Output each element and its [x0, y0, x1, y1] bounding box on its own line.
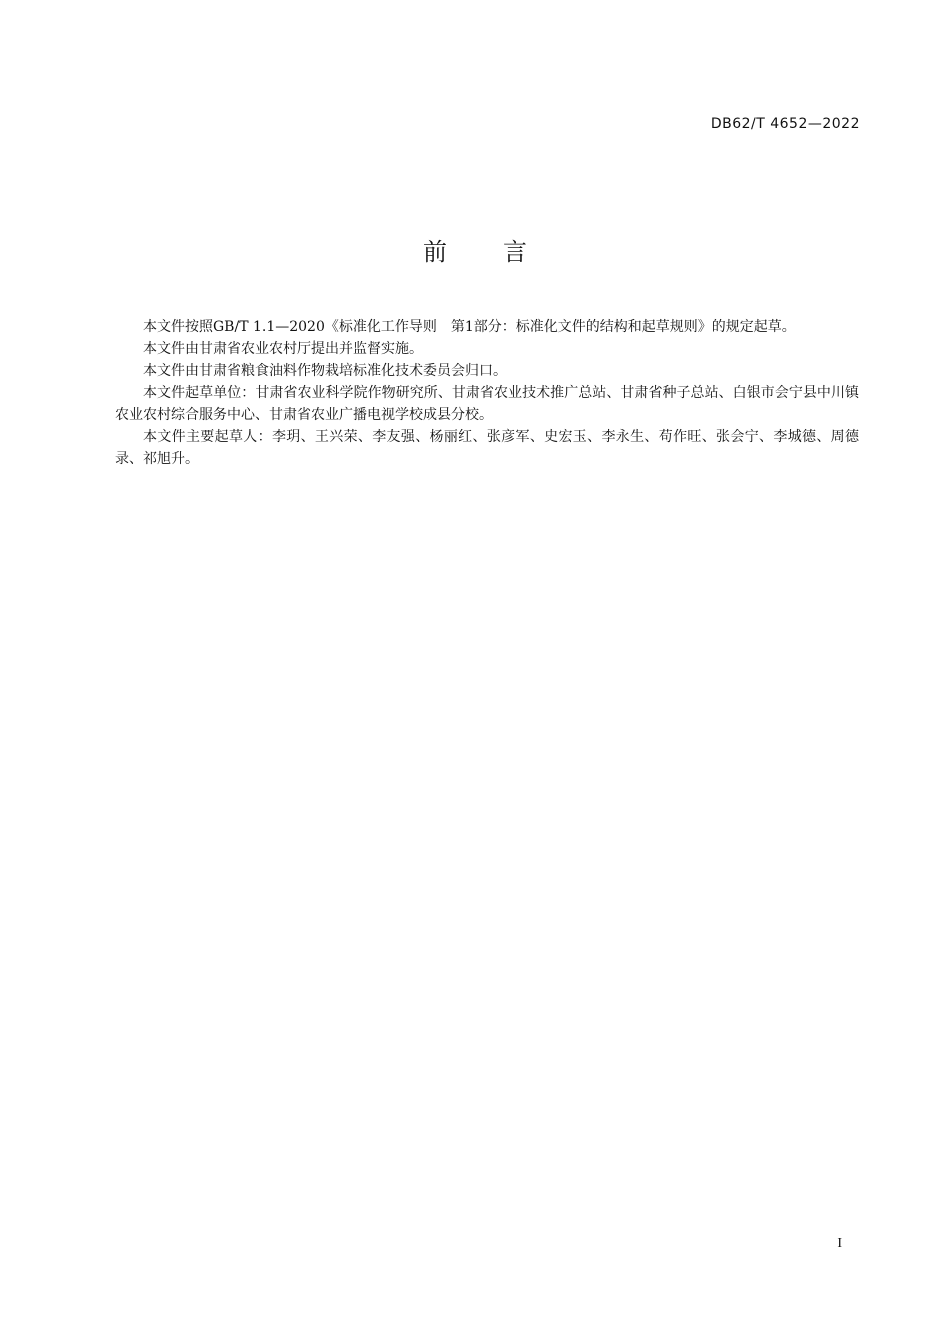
- paragraph-proposer: 本文件由甘肃省农业农村厅提出并监督实施。: [143, 341, 423, 357]
- page-number: I: [837, 1236, 842, 1251]
- paragraph-drafting-rules: 本文件按照GB/T 1.1—2020《标准化工作导则 第1部分：标准化文件的结构和起草规则》的规定起草。: [143, 319, 796, 335]
- paragraph-drafting-units: 本文件起草单位：甘肃省农业科学院作物研究所、甘肃省农业技术推广总站、甘肃省种子总站、白银市会宁县中川镇农业农村综合服务中心、甘肃省农业广播电视学校成县分校。: [115, 385, 859, 423]
- page-title: 前言: [423, 238, 583, 266]
- paragraph-centralized-unit: 本文件由甘肃省粮食油料作物栽培标准化技术委员会归口。: [143, 363, 507, 379]
- foreword-body: [115, 316, 859, 470]
- paragraph-drafters: 本文件主要起草人：李玥、王兴荣、李友强、杨丽红、张彦军、史宏玉、李永生、苟作旺、张会宁、李城德、周德录、祁旭升。: [115, 429, 859, 467]
- document-code: DB62/T 4652—2022: [710, 116, 860, 132]
